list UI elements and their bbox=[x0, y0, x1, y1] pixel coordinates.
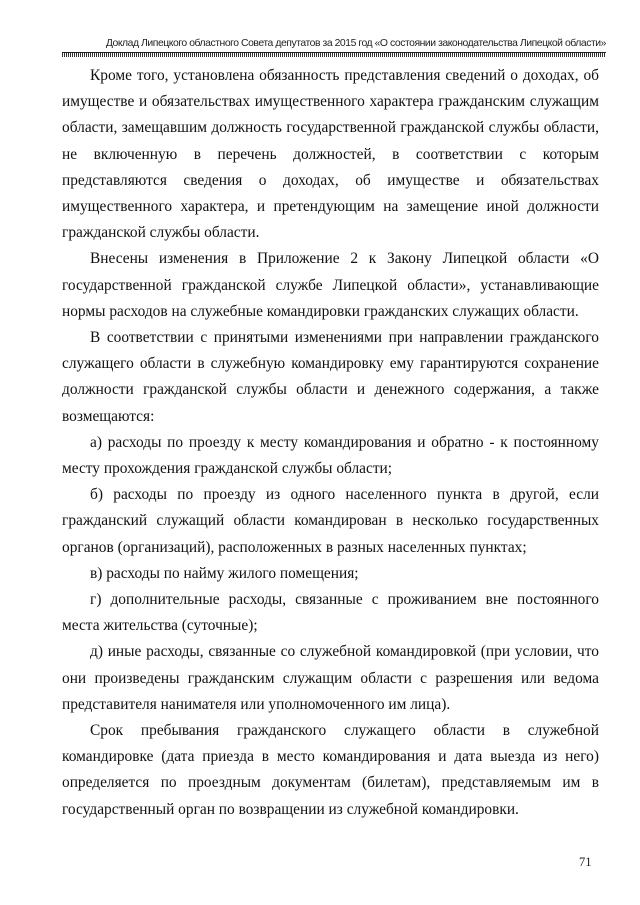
list-item-e: д) иные расходы, связанные со служебной командировкой (при условии, что они произведены гражданским служащим области с разрешения или ведома представителя нанимателя или уполномоченного им лица). bbox=[62, 643, 599, 713]
paragraph-trip-duration: Срок пребывания гражданского служащего области в служебной командировке (дата приезда в место командирования и дата выезда из него) определяется по проездным документам (билетам), представляемым им в государственный орган по возвращении из служебной командировки. bbox=[62, 722, 599, 818]
list-item-c: в) расходы по найму жилого помещения; bbox=[90, 564, 359, 582]
list-item-d: г) дополнительные расходы, связанные с проживанием вне постоянного места жительства (суточные); bbox=[62, 591, 599, 635]
header-title: Доклад Липецкого областного Совета депутатов за 2015 год «О состоянии законодательства Липецкой области» bbox=[105, 38, 606, 49]
list-item-a: а) расходы по проезду к месту командирования и обратно - к постоянному месту прохождения гражданской службы области; bbox=[62, 433, 599, 478]
header-divider bbox=[62, 52, 606, 57]
list-item-b: б) расходы по проезду из одного населенного пункта в другой, если гражданский служащий области командирован в несколько государственных органов (организаций), расположенных в разных населенных пунктах; bbox=[62, 486, 599, 556]
running-header bbox=[62, 38, 606, 57]
page-number: 71 bbox=[579, 855, 592, 869]
document-body bbox=[62, 63, 599, 823]
paragraph-income-disclosure: Кроме того, установлена обязанность представления сведений о доходах, об имуществе и обязательствах имущественного характера гражданским служащим области, замещавшим должность государственной гражданской службы области, не включенную в перечень должностей, в соответствии с которым представляются сведения о доходах, об имуществе и обязательствах имущественного характера, и претендующим на замещение иной должности гражданской службы области. bbox=[62, 67, 599, 242]
paragraph-guarantees: В соответствии с принятыми изменениями при направлении гражданского служащего области в служебную командировку ему гарантируются сохранение должности гражданской службы области и денежного содержания, а также возмещаются: bbox=[62, 329, 599, 425]
paragraph-amendments: Внесены изменения в Приложение 2 к Закону Липецкой области «О государственной гражданской службе Липецкой области», устанавливающие нормы расходов на служебные командировки гражданских служащих области. bbox=[62, 250, 599, 320]
